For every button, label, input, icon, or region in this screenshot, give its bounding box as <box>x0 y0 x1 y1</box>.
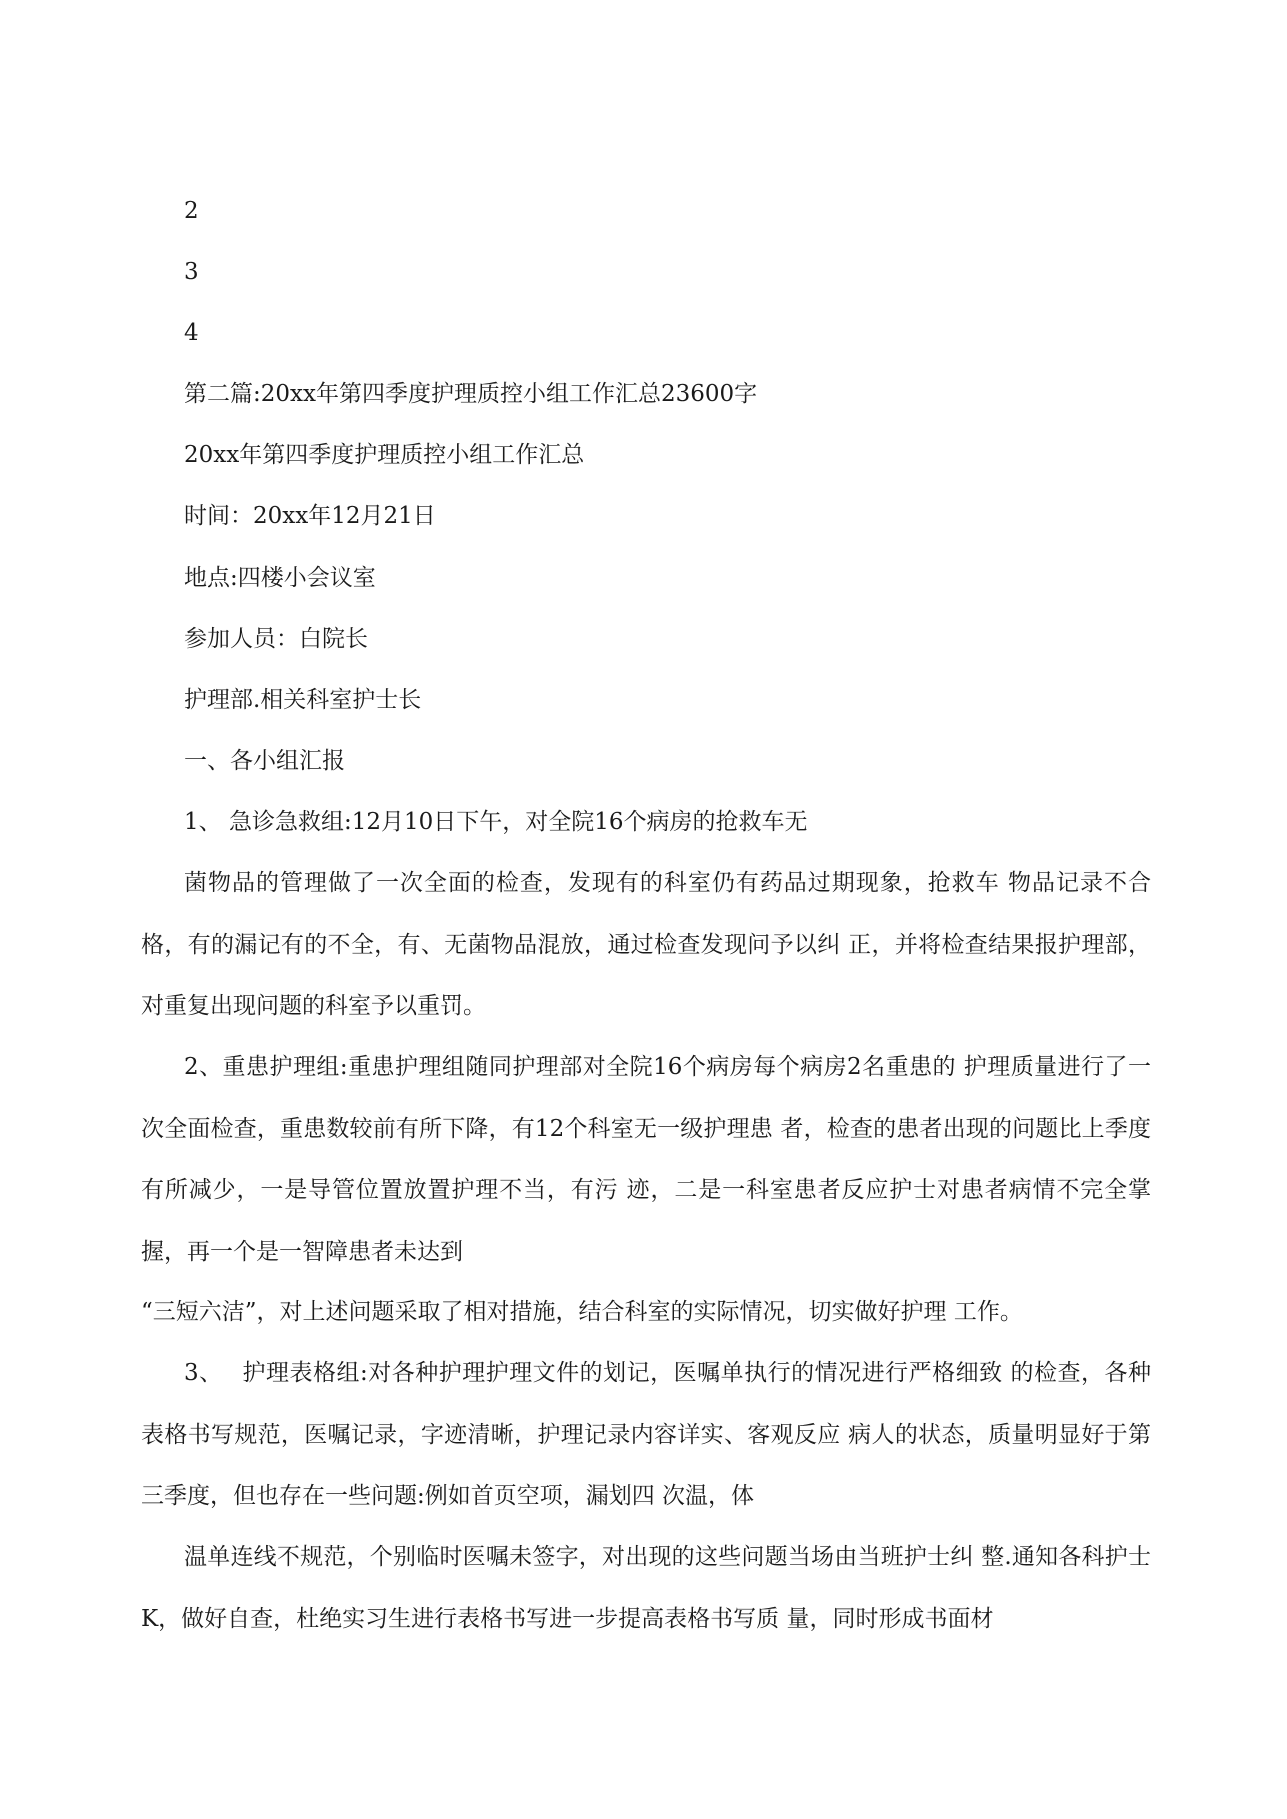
paragraph-item2-tail: “三短六洁”，对上述问题采取了相对措施，结合科室的实际情况，切实做好护理 工作。 <box>141 1299 1023 1325</box>
chapter-heading: 第二篇:20xx年第四季度护理质控小组工作汇总23600字 <box>184 381 758 407</box>
meeting-attendees-cont: 护理部.相关科室护士长 <box>184 687 422 713</box>
section-heading: 一、各小组汇报 <box>184 748 345 774</box>
meeting-time: 时间：20xx年12月21日 <box>184 503 436 529</box>
item-lead: 1、 急诊急救组:12月10日下午，对全院16个病房的抢救车无 <box>184 809 808 835</box>
document-subtitle: 20xx年第四季度护理质控小组工作汇总 <box>184 442 585 468</box>
paragraph-item3-cont: 温单连线不规范，个别临时医嘱未签字，对出现的这些问题当场由当班护士纠 整.通知各科护士K，做好自查，杜绝实习生进行表格书写进一步提高表格书写质 量，同时形成书面材 <box>141 1544 1151 1632</box>
list-number: 3 <box>184 259 199 285</box>
meeting-attendees: 参加人员：白院长 <box>184 626 368 652</box>
meeting-place: 地点:四楼小会议室 <box>184 565 376 591</box>
paragraph-item2: 2、重患护理组:重患护理组随同护理部对全院16个病房每个病房2名重患的 护理质量进行了一次全面检查，重患数较前有所下降，有12个科室无一级护理患 者，检查的患者出现的问题比上季度有所减少，一是导管位置放置护理不当，有污 迹，二是一科室患者反应护士对患者病情不完全掌握，再一个是一智障患者未达到 <box>141 1054 1151 1265</box>
paragraph-item3: 3、 护理表格组:对各种护理护理文件的划记，医嘱单执行的情况进行严格细致 的检查，各种表格书写规范，医嘱记录，字迹清晰，护理记录内容详实、客观反应 病人的状态，质量明显好于第三季度，但也存在一些问题:例如首页空项，漏划四 次温，体 <box>141 1360 1151 1509</box>
list-number: 4 <box>184 320 199 346</box>
list-number: 2 <box>184 198 199 224</box>
paragraph-item1: 菌物品的管理做了一次全面的检查，发现有的科室仍有药品过期现象，抢救车 物品记录不合格，有的漏记有的不全，有、无菌物品混放，通过检查发现问予以纠 正，并将检查结果报护理部，对重复出现问题的科室予以重罚。 <box>141 870 1151 1019</box>
